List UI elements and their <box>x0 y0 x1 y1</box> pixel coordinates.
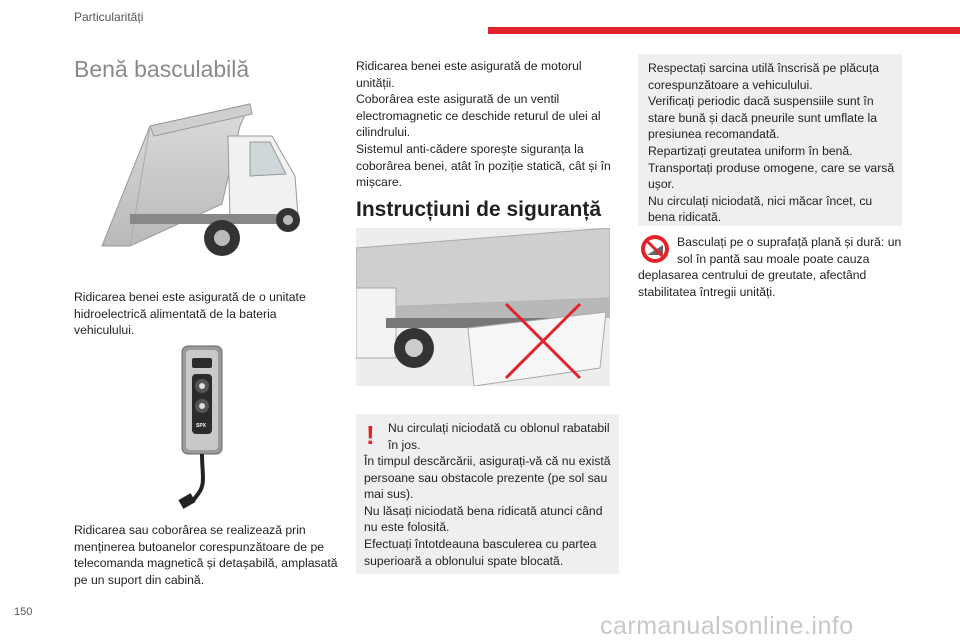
tipper-truck-illustration <box>90 96 308 274</box>
col1-paragraph-2: Ridicarea sau coborârea se realizează prin menținerea butoanelor corespunzătoare de pe telecomanda magnetică și detașabilă, amplasată pe un suport din cabină. <box>74 523 338 587</box>
page-number: 150 <box>14 606 33 618</box>
warning-text-indented: Nu circulați niciodată cu oblonul rabatabil în jos. <box>388 421 610 452</box>
note-text: deplasarea centrului de greutate, afectând stabilitatea întregii unități. <box>638 268 867 299</box>
page-title: Benă basculabilă <box>74 56 250 82</box>
header-accent-bar <box>488 27 960 34</box>
remote-brand-label: SPX <box>196 423 207 429</box>
tailgate-down-illustration <box>356 228 610 386</box>
col1-paragraph-1: Ridicarea benei este asigurată de o unitate hidroelectrică alimentată de la bateria vehiculului. <box>74 290 306 338</box>
warning-text: În timpul descărcării, asigurați-vă că nu există persoane sau obstacole prezente (pe sol sau mai sus). Nu lăsați niciodată bena ridicată atunci când nu este folosită. Efectuați întotdeauna basculerea cu partea superioară a oblonului spate blocată. <box>364 454 611 568</box>
exclamation-icon: ! <box>366 420 375 450</box>
note-text-indented: Basculați pe o suprafață plană și dură: un sol în pantă sau moale poate cauza <box>677 235 902 266</box>
section-label: Particularități <box>74 10 144 24</box>
no-incline-icon <box>640 234 670 264</box>
col2-paragraph-1: Ridicarea benei este asigurată de motorul unității. Coborârea este asigurată de un ventil electromagnetic ce deschide returul de ulei al cilindrului. Sistemul anti-cădere sporește siguranța la coborârea benei, atât în poziție statică, cât și în mișcare. <box>356 59 611 190</box>
watermark: carmanualsonline.info <box>600 612 854 640</box>
info-box-text: Respectați sarcina utilă înscrisă pe plăcuța corespunzătoare a vehiculului. Verificați periodic dacă suspensiile sunt în stare bună și dacă pneurile sunt umflate la presiunea recomandată. Repartizați greutatea uniform în benă. Transportați produse omogene, care se varsă ușor. Nu circulați niciodată, nici măcar încet, cu bena ridicată. <box>648 61 895 225</box>
safety-heading: Instrucțiuni de siguranță <box>356 198 602 221</box>
